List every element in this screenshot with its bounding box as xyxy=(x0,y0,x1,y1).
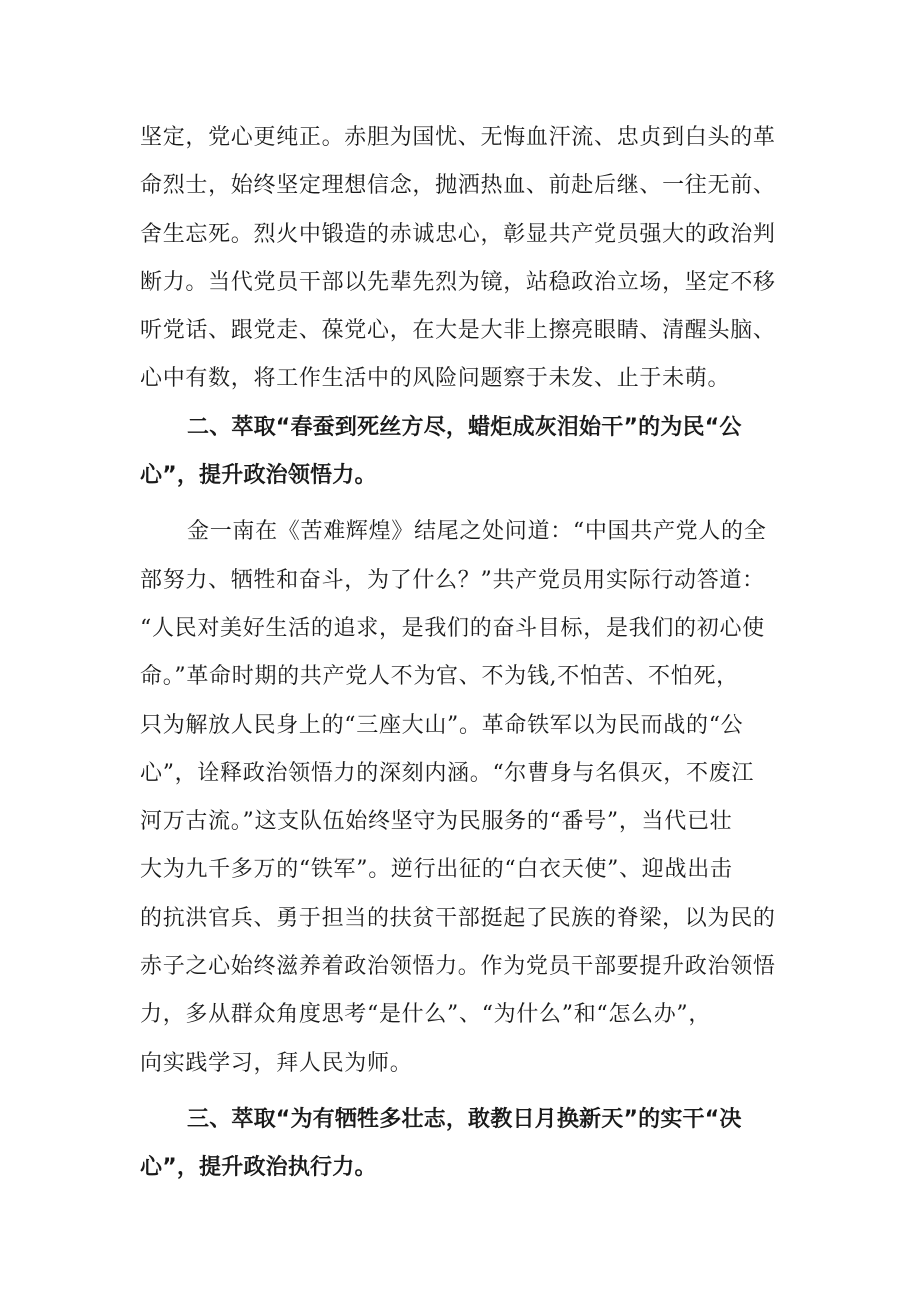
heading-line: 心”，提升政治领悟力。 xyxy=(140,463,377,489)
heading-line: 三、萃取“为有牺牲多壮志，敢教日月换新天”的实干“决 xyxy=(187,1106,742,1132)
text-line: 听党话、跟党走、葆党心，在大是大非上擦亮眼睛、清醒头脑、 xyxy=(140,318,776,344)
text-line: 只为解放人民身上的“三座大山”。革命铁军以为民而战的“公 xyxy=(140,712,744,738)
text-line: 赤子之心始终滋养着政治领悟力。作为党员干部要提升政治领悟 xyxy=(140,954,776,980)
text-line: 河万古流。”这支队伍始终坚守为民服务的“番号”，当代已壮 xyxy=(140,809,733,835)
text-line: 的抗洪官兵、勇于担当的扶贫干部挺起了民族的脊梁，以为民的 xyxy=(140,905,776,931)
paragraph-political-comprehension xyxy=(140,508,800,1088)
heading-line: 心”，提升政治执行力。 xyxy=(140,1155,377,1181)
text-line: 大为九千多万的“铁军”。逆行出征的“白衣天使”、迎战出击 xyxy=(140,857,733,883)
document-page xyxy=(140,114,800,1193)
text-line: 命。”革命时期的共产党人不为官、不为钱,不怕苦、不怕死， xyxy=(140,664,739,690)
text-line: 舍生忘死。烈火中锻造的赤诚忠心，彰显共产党员强大的政治判 xyxy=(140,221,776,247)
text-line: 断力。当代党员干部以先辈先烈为镜，站稳政治立场，坚定不移 xyxy=(140,269,776,295)
section-heading-3 xyxy=(140,1096,800,1193)
text-line: 坚定，党心更纯正。赤胆为国忧、无悔血汗流、忠贞到白头的革 xyxy=(140,125,776,150)
text-line: 命烈士，始终坚定理想信念，抛洒热血、前赴后继、一往无前、 xyxy=(140,173,776,199)
text-line: 向实践学习，拜人民为师。 xyxy=(140,1050,413,1076)
text-line: 心中有数，将工作生活中的风险问题察于未发、止于未萌。 xyxy=(140,366,731,392)
text-line: 心”，诠释政治领悟力的深刻内涵。“尔曹身与名俱灭，不废江 xyxy=(140,760,755,786)
heading-line: 二、萃取“春蚕到死丝方尽，蜡炬成灰泪始干”的为民“公 xyxy=(187,414,742,440)
text-line: 金一南在《苦难辉煌》结尾之处问道：“中国共产党人的全 xyxy=(187,519,767,545)
text-line: 部努力、牺牲和奋斗，为了什么？”共产党员用实际行动答道： xyxy=(140,567,765,593)
text-line: “人民对美好生活的追求，是我们的奋斗目标，是我们的初心使 xyxy=(140,615,765,641)
section-heading-2 xyxy=(140,404,800,501)
paragraph-political-judgment xyxy=(140,114,800,404)
text-line: 力，多从群众角度思考“是什么”、“为什么”和“怎么办”， xyxy=(140,1002,712,1028)
